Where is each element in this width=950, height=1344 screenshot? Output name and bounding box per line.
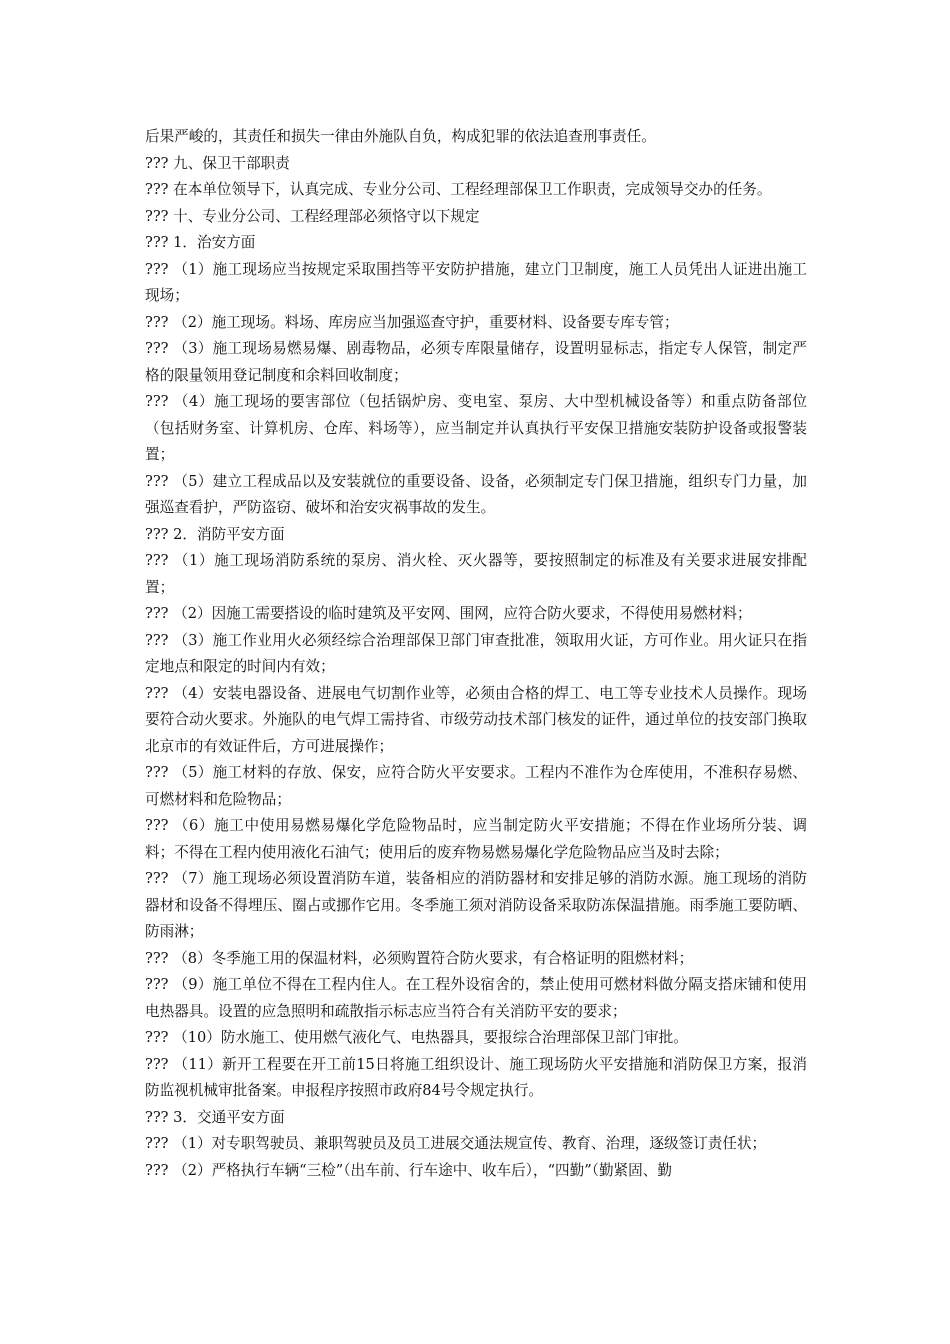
paragraph-15: ??? （4）安装电器设备、进展电气切割作业等，必须由合格的焊工、电工等专业技术人员操作。现场要符合动火要求。外施队的电气焊工需持省、市级劳动技术部门核发的证件，通过单位的技安部门换取北京市的有效证件后，方可进展操作； <box>145 684 807 755</box>
paragraph-10: ??? （5）建立工程成品以及安装就位的重要设备、设备，必须制定专门保卫措施，组织专门力量，加强巡查看护，严防盗窃、破坏和治安灾祸事故的发生。 <box>145 472 807 516</box>
heading-security: ??? 1．治安方面 <box>145 234 256 251</box>
paragraph-8: ??? （3）施工现场易燃易爆、剧毒物品，必须专库限量储存，设置明显标志，指定专人保管，制定严格的限量领用登记制度和余料回收制度； <box>145 340 807 384</box>
paragraph-16: ??? （5）施工材料的存放、保安，应符合防火平安要求。工程内不准作为仓库使用，不准积存易燃、可燃材料和危险物品； <box>145 764 807 808</box>
paragraph-18: ??? （7）施工现场必须设置消防车道，装备相应的消防器材和安排足够的消防水源。施工现场的消防器材和设备不得埋压、圈占或挪作它用。冬季施工须对消防设备采取防冻保温措施。雨季施工要防晒、防雨淋； <box>145 870 807 940</box>
paragraph-3: ??? 在本单位领导下，认真完成、专业分公司、工程经理部保卫工作职责，完成领导交办的任务。 <box>145 181 772 198</box>
heading-traffic-safety: ??? 3．交通平安方面 <box>145 1108 285 1126</box>
paragraph-12: ??? （1）施工现场消防系统的泵房、消火栓、灭火器等，要按照制定的标准及有关要求进展安排配置； <box>145 552 807 596</box>
document-body <box>145 124 807 1184</box>
paragraph-1: 后果严峻的，其责任和损失一律由外施队自负，构成犯罪的依法追查刑事责任。 <box>145 128 656 145</box>
heading-section-9: ??? 九、保卫干部职责 <box>145 154 290 172</box>
paragraph-14: ??? （3）施工作业用火必须经综合治理部保卫部门审查批准，领取用火证，方可作业。用火证只在指定地点和限定的时间内有效； <box>145 631 807 675</box>
paragraph-17: ??? （6）施工中使用易燃易爆化学危险物品时，应当制定防火平安措施；不得在作业场所分装、调料；不得在工程内使用液化石油气；使用后的废弃物易燃易爆化学危险物品应当及时去除； <box>145 817 807 861</box>
paragraph-21: ??? （10）防水施工、使用燃气液化气、电热器具，要报综合治理部保卫部门审批。 <box>145 1029 688 1046</box>
paragraph-25: ??? （2）严格执行车辆“三检”（出车前、行车途中、收车后），“四勤”（勤紧固、勤 <box>145 1161 672 1179</box>
paragraph-24: ??? （1）对专职驾驶员、兼职驾驶员及员工进展交通法规宣传、教育、治理，逐级签订责任状； <box>145 1135 767 1152</box>
heading-section-10: ??? 十、专业分公司、工程经理部必须恪守以下规定 <box>145 207 480 225</box>
paragraph-6: ??? （1）施工现场应当按规定采取围挡等平安防护措施，建立门卫制度，施工人员凭出人证进出施工现场； <box>145 260 807 304</box>
paragraph-20: ??? （9）施工单位不得在工程内住人。在工程外设宿舍的，禁止使用可燃材料做分隔支搭床铺和使用电热器具。设置的应急照明和疏散指示标志应当符合有关消防平安的要求； <box>145 976 807 1020</box>
paragraph-13: ??? （2）因施工需要搭设的临时建筑及平安网、围网，应符合防火要求，不得使用易燃材料； <box>145 605 752 622</box>
paragraph-19: ??? （8）冬季施工用的保温材料，必须购置符合防火要求，有合格证明的阻燃材料； <box>145 949 694 967</box>
paragraph-22: ??? （11）新开工程要在开工前15日将施工组织设计、施工现场防火平安措施和消防保卫方案，报消防监视机械审批备案。申报程序按照市政府84号令规定执行。 <box>145 1055 807 1099</box>
paragraph-9: ??? （4）施工现场的要害部位（包括锅炉房、变电室、泵房、大中型机械设备等）和重点防备部位（包括财务室、计算机房、仓库、料场等），应当制定并认真执行平安保卫措施安装防护设备或报警装置； <box>145 393 807 463</box>
heading-fire-safety: ??? 2．消防平安方面 <box>145 525 285 543</box>
paragraph-7: ??? （2）施工现场。料场、库房应当加强巡查守护，重要材料、设备要专库专管； <box>145 313 679 331</box>
